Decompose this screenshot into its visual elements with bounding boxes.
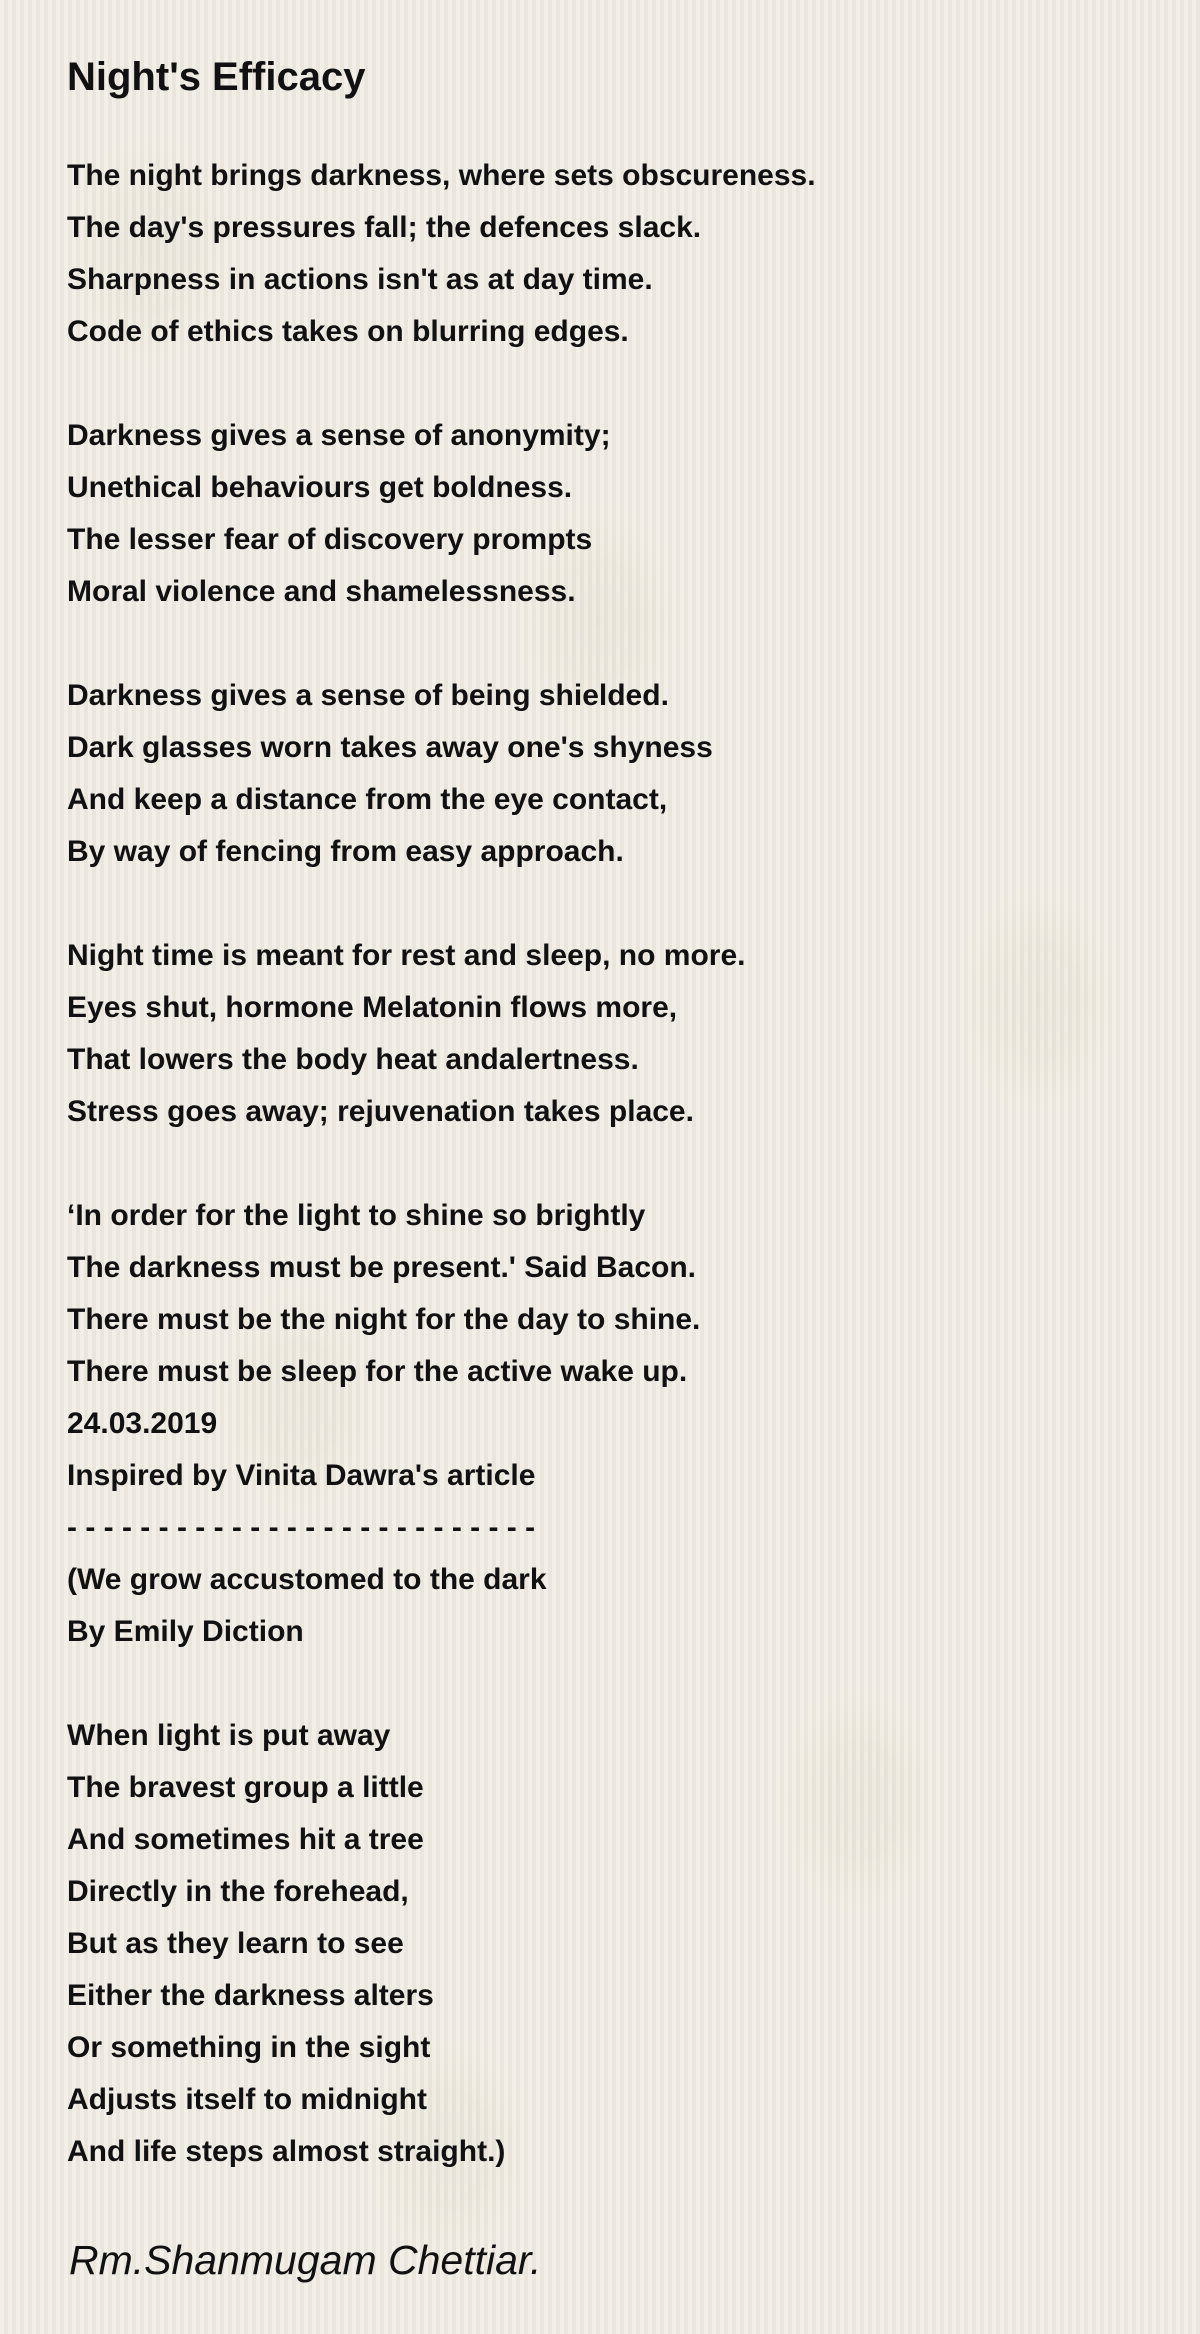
- poem-line: Darkness gives a sense of anonymity;: [67, 419, 611, 452]
- poem-line: Inspired by Vinita Dawra's article: [67, 1459, 536, 1492]
- poem-line: (We grow accustomed to the dark: [67, 1563, 547, 1596]
- poem-line: Dark glasses worn takes away one's shyness: [67, 731, 713, 764]
- poem-line: The bravest group a little: [67, 1771, 424, 1804]
- poem-line: There must be the night for the day to shine.: [67, 1303, 701, 1336]
- poem-line: ‘In order for the light to shine so brightly: [67, 1199, 646, 1232]
- poem-body: [67, 150, 1067, 2178]
- poem-line: When light is put away: [67, 1719, 391, 1752]
- poem-page: [67, 0, 1147, 2334]
- poem-line: Moral violence and shamelessness.: [67, 575, 576, 608]
- poem-line: The night brings darkness, where sets obscureness.: [67, 159, 816, 192]
- stanza-break: [67, 1658, 1067, 1710]
- stanza-break: [67, 878, 1067, 930]
- poem-author: Rm.Shanmugam Chettiar.: [69, 2237, 542, 2283]
- poem-line: By way of fencing from easy approach.: [67, 835, 624, 868]
- poem-line: And life steps almost straight.): [67, 2135, 506, 2168]
- poem-line: Adjusts itself to midnight: [67, 2083, 427, 2116]
- poem-line: Stress goes away; rejuvenation takes place.: [67, 1095, 694, 1128]
- poem-line: Or something in the sight: [67, 2031, 431, 2064]
- poem-line: - - - - - - - - - - - - - - - - - - - - - - - - - -: [67, 1511, 536, 1544]
- poem-line: And sometimes hit a tree: [67, 1823, 424, 1856]
- poem-line: Unethical behaviours get boldness.: [67, 471, 573, 504]
- poem-line: Night time is meant for rest and sleep, no more.: [67, 939, 746, 972]
- poem-line: Directly in the forehead,: [67, 1875, 409, 1908]
- poem-title: Night's Efficacy: [67, 55, 366, 99]
- poem-line: The lesser fear of discovery prompts: [67, 523, 593, 556]
- poem-line: The day's pressures fall; the defences slack.: [67, 211, 702, 244]
- poem-line: Eyes shut, hormone Melatonin flows more,: [67, 991, 678, 1024]
- poem-line: Darkness gives a sense of being shielded.: [67, 679, 669, 712]
- stanza-break: [67, 1138, 1067, 1190]
- poem-line: The darkness must be present.' Said Bacon.: [67, 1251, 696, 1284]
- poem-line: 24.03.2019: [67, 1407, 218, 1440]
- poem-line: Code of ethics takes on blurring edges.: [67, 315, 629, 348]
- stanza-break: [67, 358, 1067, 410]
- poem-line: By Emily Diction: [67, 1615, 304, 1648]
- poem-line: But as they learn to see: [67, 1927, 404, 1960]
- stanza-break: [67, 618, 1067, 670]
- poem-line: And keep a distance from the eye contact,: [67, 783, 668, 816]
- poem-line: That lowers the body heat andalertness.: [67, 1043, 639, 1076]
- poem-line: There must be sleep for the active wake up.: [67, 1355, 688, 1388]
- poem-line: Either the darkness alters: [67, 1979, 434, 2012]
- poem-line: Sharpness in actions isn't as at day time.: [67, 263, 653, 296]
